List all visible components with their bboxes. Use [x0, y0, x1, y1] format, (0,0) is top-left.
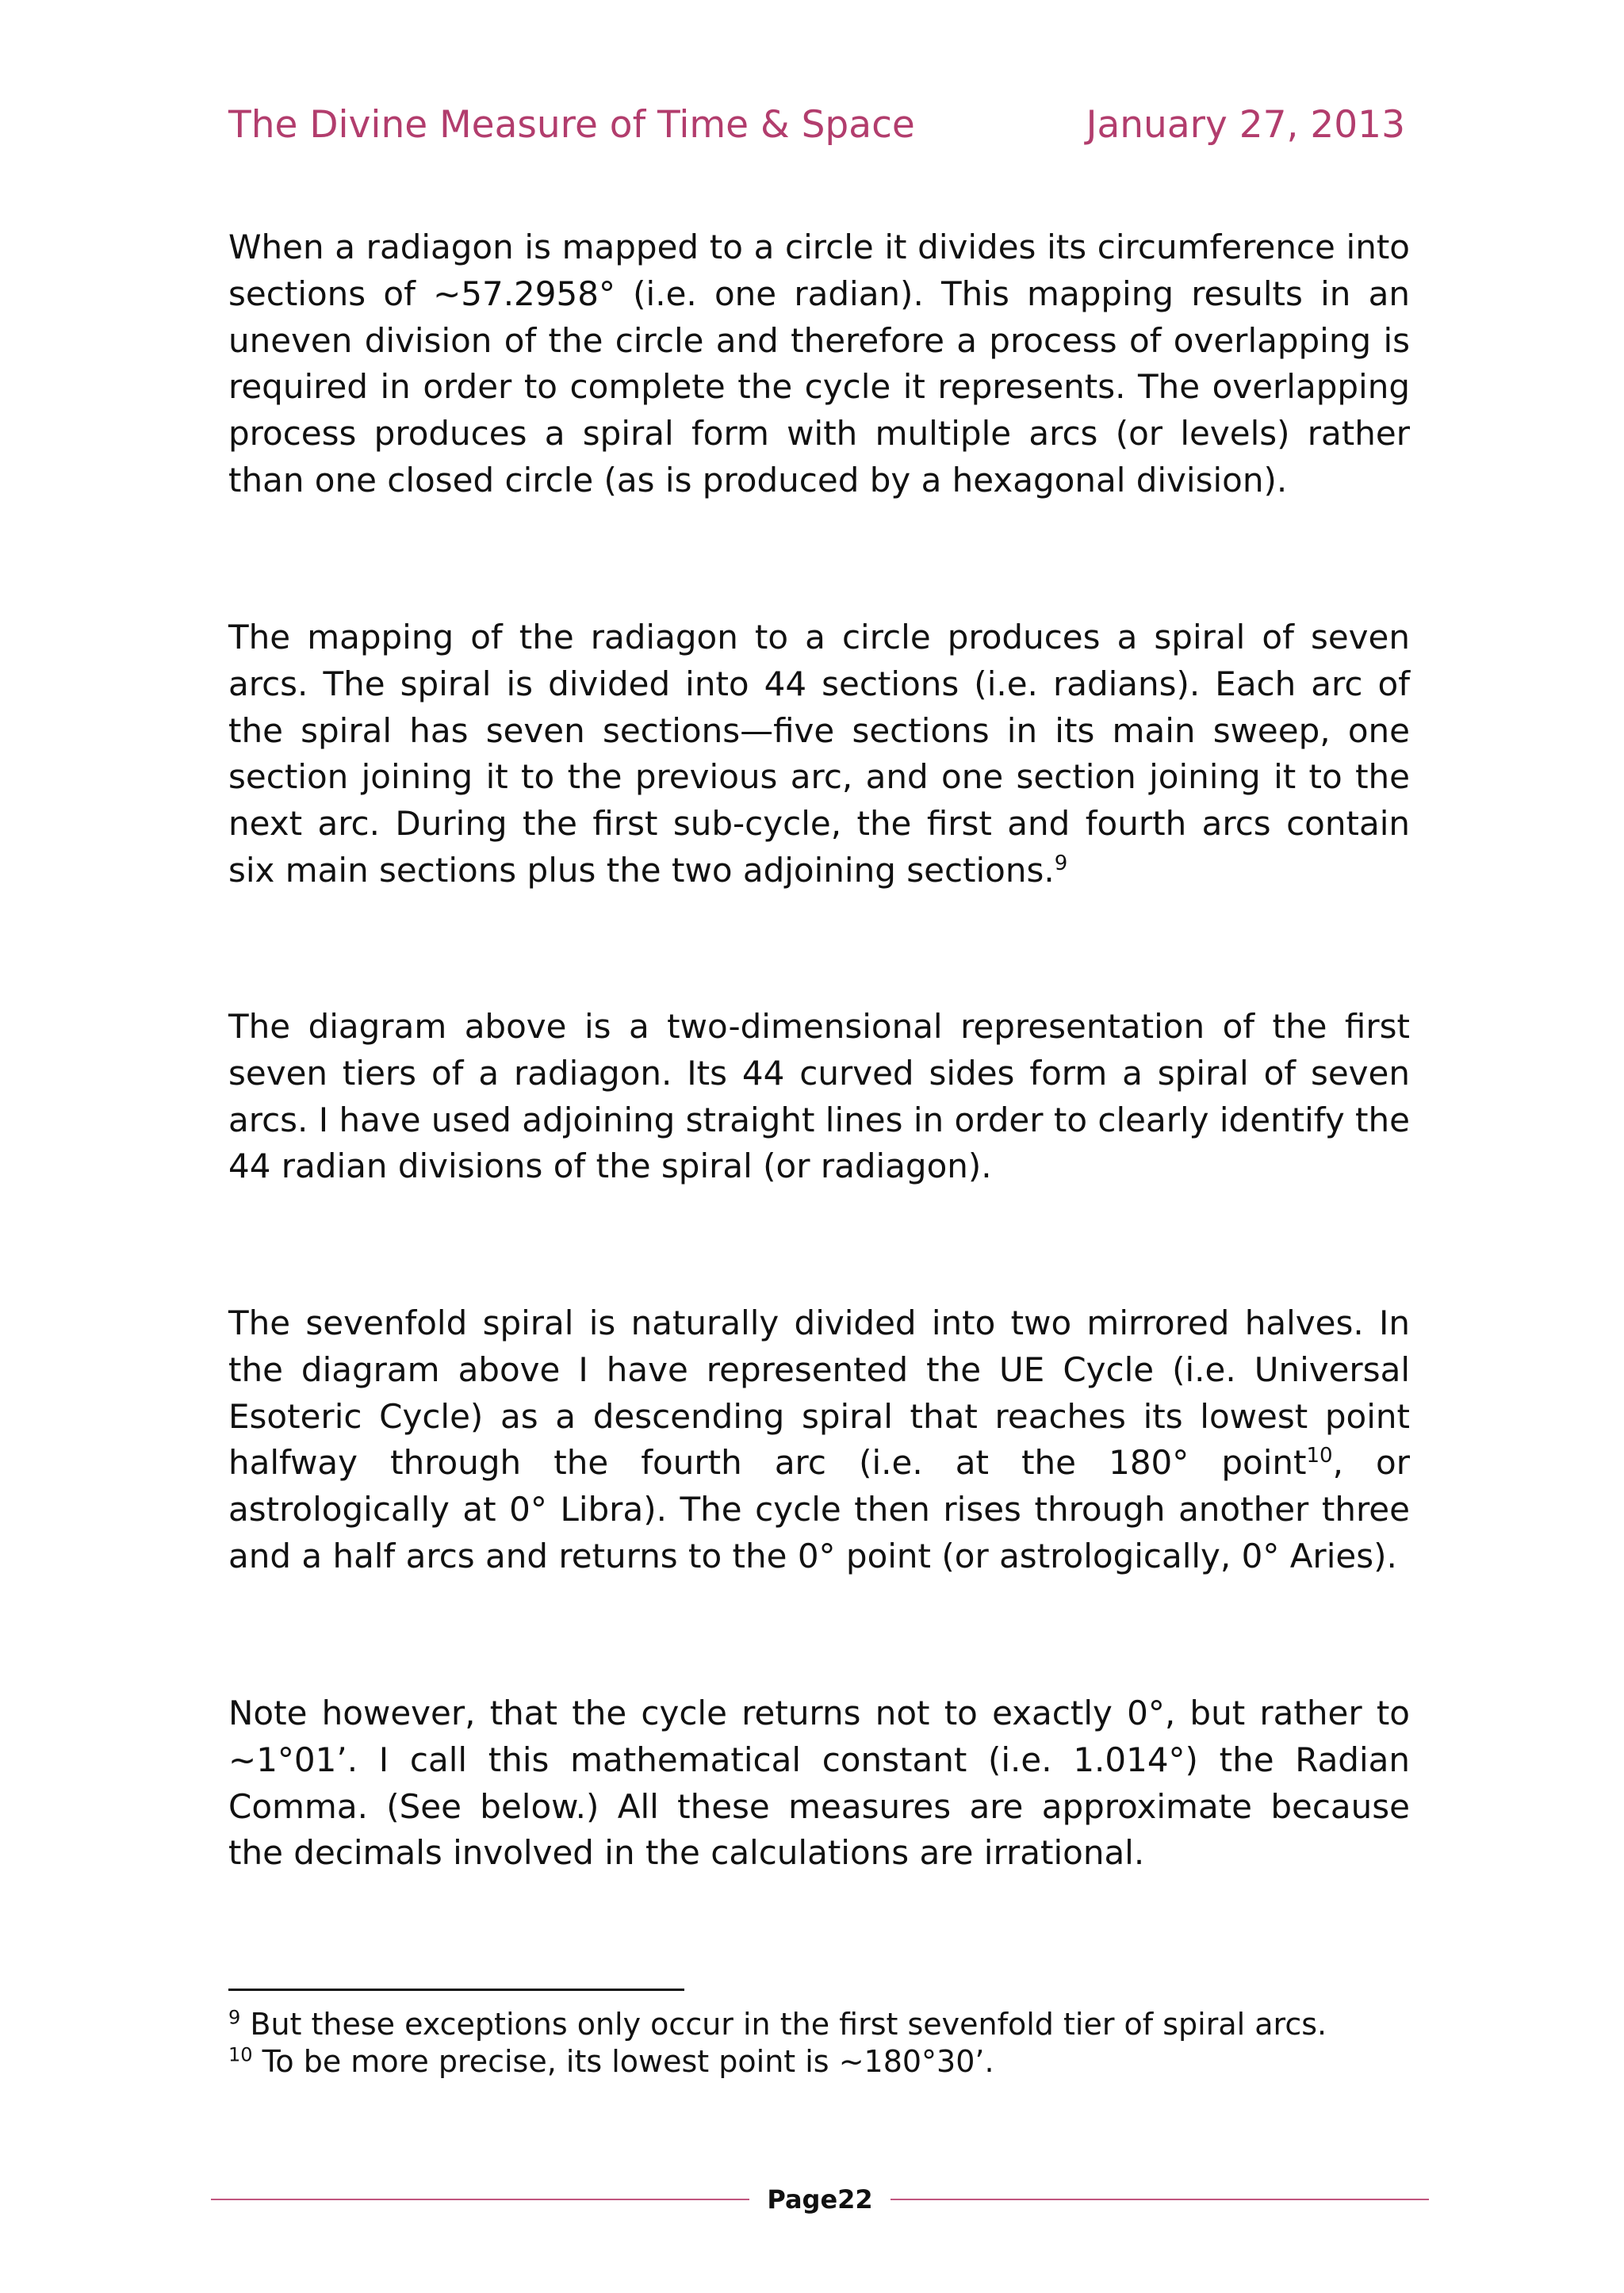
footnote-separator [228, 1989, 684, 1991]
paragraph-3: The diagram above is a two-dimensional representation of the first seven tiers of a radiagon. Its 44 curved sides form a spiral of seven arcs. I have used adjoining straight lines in order to clearly identify the 44 radian divisions of the spiral (or radiagon). [228, 1007, 1410, 1186]
footnote-9 [228, 2006, 1410, 2043]
paragraph-1: When a radiagon is mapped to a circle it divides its circumference into sections of ~57.2958° (i.e. one radian). This mapping results in an uneven division of the circle and therefore a process of overlapping is required in order to complete the cycle it represents. The overlapping process produces a spiral form with multiple arcs (or levels) rather than one closed circle (as is produced by a hexagonal division). [228, 228, 1410, 500]
footnote-text: To be more precise, its lowest point is ~180°30’. [262, 2044, 994, 2079]
paragraph-2 [228, 614, 1410, 894]
page-number: Page22 [767, 2184, 873, 2215]
page-header [228, 103, 1405, 147]
paragraph-4 [228, 1300, 1410, 1580]
footnotes [228, 2006, 1410, 2081]
footer-rule-left [211, 2199, 749, 2200]
paragraph-4-text-a: The sevenfold spiral is naturally divided into two mirrored halves. In the diagram above I have represented the UE Cycle (i.e. Universal Esoteric Cycle) as a descending spiral that reaches its lowest point halfway through the fourth arc (i.e. at the 180° point [228, 1303, 1410, 1483]
footnote-number: 9 [228, 2006, 241, 2029]
page-footer [211, 2184, 1429, 2215]
document-title: The Divine Measure of Time & Space [228, 103, 915, 147]
footnote-ref-9[interactable]: 9 [1054, 851, 1068, 875]
footnote-ref-10[interactable]: 10 [1306, 1444, 1333, 1468]
paragraph-5: Note however, that the cycle returns not to exactly 0°, but rather to ~1°01’. I call this mathematical constant (i.e. 1.014°) the Radian Comma. (See below.) All these measures are approximate because the decimals involved in the calculations are irrational. [228, 1694, 1410, 1873]
footnote-number: 10 [228, 2043, 253, 2066]
footnote-10 [228, 2043, 1410, 2081]
paragraph-4-text-b: , or astrologically at 0° Libra). The cycle then rises through another three and a half arcs and returns to the 0° point (or astrologically, 0° Aries). [228, 1443, 1410, 1575]
paragraph-2-text: The mapping of the radiagon to a circle produces a spiral of seven arcs. The spiral is divided into 44 sections (i.e. radians). Each arc of the spiral has seven sections—five sections in its main sweep, one section joining it to the previous arc, and one section joining it to the next arc. During the first sub-cycle, the first and fourth arcs contain six main sections plus the two adjoining sections. [228, 618, 1410, 890]
document-date: January 27, 2013 [1086, 103, 1405, 147]
footnote-text: But these exceptions only occur in the first sevenfold tier of spiral arcs. [250, 2007, 1327, 2042]
footer-rule-right [891, 2199, 1429, 2200]
